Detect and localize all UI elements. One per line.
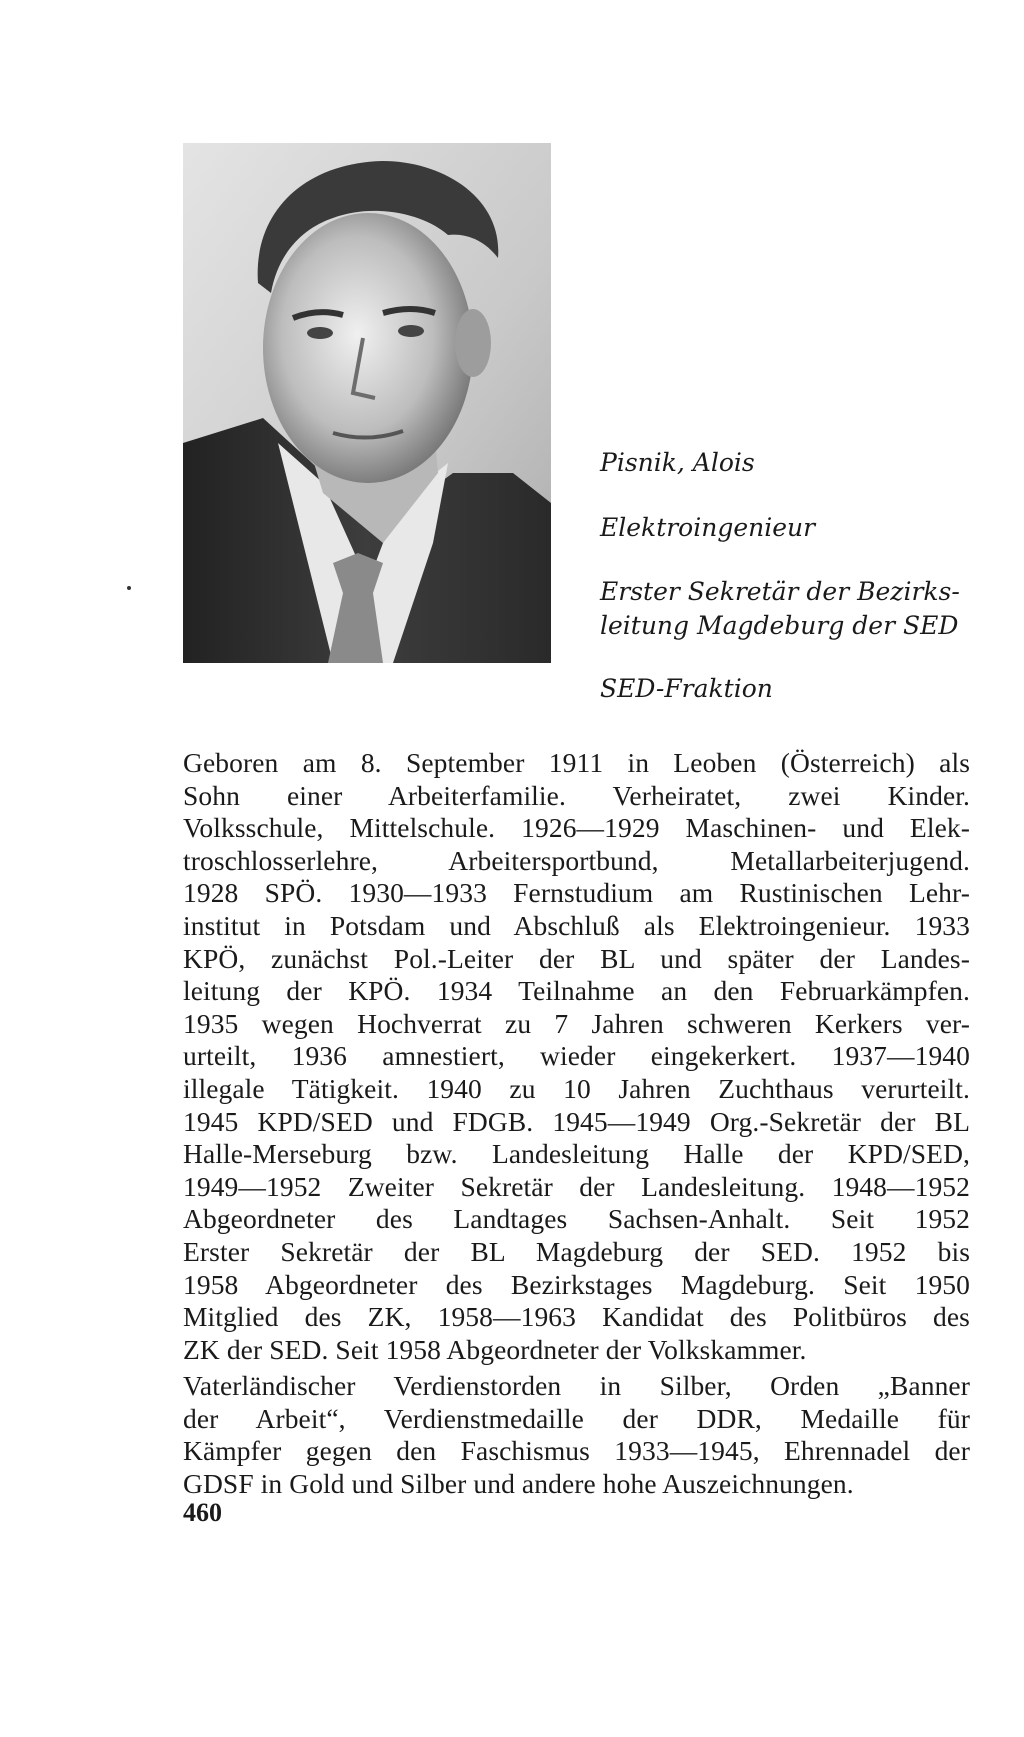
text-line: Erster Sekretär der BL Magdeburg der SED. 1952 bis xyxy=(183,1235,970,1267)
text-line: 1949—1952 Zweiter Sekretär der Landesleitung. 1948—1952 xyxy=(183,1170,970,1202)
text-line: Volksschule, Mittelschule. 1926—1929 Maschinen- und Elek- xyxy=(183,812,970,844)
text-line: 1958 Abgeordneter des Bezirkstages Magdeburg. Seit 1950 xyxy=(183,1268,970,1300)
text-line: Mitglied des ZK, 1958—1963 Kandidat des Politbüros des xyxy=(183,1301,970,1333)
biography-paragraph-career xyxy=(183,747,970,1366)
function-line: Erster Sekretär der Bezirks- xyxy=(600,577,960,606)
text-line: Kämpfer gegen den Faschismus 1933—1945, Ehrennadel der xyxy=(183,1435,970,1467)
text-line: troschlosserlehre, Arbeitersportbund, Metallarbeiterjugend. xyxy=(183,844,970,876)
portrait-illustration xyxy=(183,143,551,663)
person-name: Pisnik, Alois xyxy=(600,448,755,477)
biography-paragraph-awards xyxy=(183,1370,970,1500)
text-line: illegale Tätigkeit. 1940 zu 10 Jahren Zuchthaus verurteilt. xyxy=(183,1072,970,1104)
text-line: Vaterländischer Verdienstorden in Silber, Orden „Banner xyxy=(183,1370,970,1402)
function-line: leitung Magdeburg der SED xyxy=(600,611,959,640)
print-speck xyxy=(127,586,131,590)
text-line: 1945 KPD/SED und FDGB. 1945—1949 Org.-Sekretär der BL xyxy=(183,1105,970,1137)
text-line: GDSF in Gold und Silber und andere hohe Auszeichnungen. xyxy=(183,1468,854,1500)
text-line: der Arbeit“, Verdienstmedaille der DDR, Medaille für xyxy=(183,1402,970,1434)
text-line: Sohn einer Arbeiterfamilie. Verheiratet, zwei Kinder. xyxy=(183,779,970,811)
page-number: 460 xyxy=(183,1498,222,1527)
text-line: Abgeordneter des Landtages Sachsen-Anhalt. Seit 1952 xyxy=(183,1203,970,1235)
text-line: urteilt, 1936 amnestiert, wieder eingekerkert. 1937—1940 xyxy=(183,1040,970,1072)
text-line: KPÖ, zunächst Pol.-Leiter der BL und später der Landes- xyxy=(183,942,970,974)
text-line: leitung der KPÖ. 1934 Teilnahme an den Februarkämpfen. xyxy=(183,975,970,1007)
text-line: institut in Potsdam und Abschluß als Elektroingenieur. 1933 xyxy=(183,909,970,941)
text-line: 1928 SPÖ. 1930—1933 Fernstudium am Rustinischen Lehr- xyxy=(183,877,970,909)
portrait-photo xyxy=(183,143,551,663)
person-function xyxy=(600,575,1000,643)
text-line: Halle-Merseburg bzw. Landesleitung Halle der KPD/SED, xyxy=(183,1138,970,1170)
text-line: 1935 wegen Hochverrat zu 7 Jahren schweren Kerkers ver- xyxy=(183,1007,970,1039)
person-faction: SED-Fraktion xyxy=(600,674,773,703)
person-profession: Elektroingenieur xyxy=(600,513,816,542)
text-line: ZK der SED. Seit 1958 Abgeordneter der Volkskammer. xyxy=(183,1333,807,1365)
text-line: Geboren am 8. September 1911 in Leoben (Österreich) als xyxy=(183,747,970,778)
biography-text xyxy=(183,747,970,1501)
entry-caption xyxy=(600,446,1000,706)
